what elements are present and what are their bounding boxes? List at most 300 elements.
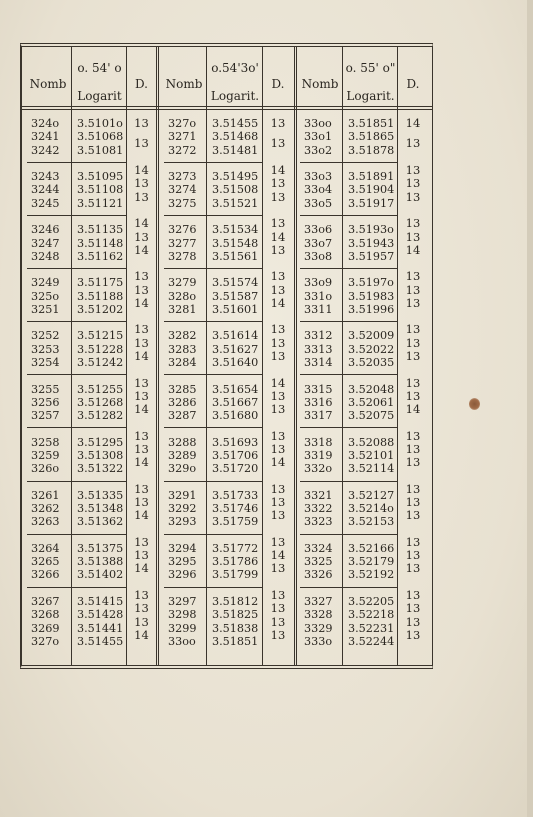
group-rule	[27, 215, 126, 216]
column-rule	[71, 47, 72, 665]
number-cell: 3324	[304, 541, 333, 555]
difference-cell: 13	[134, 495, 149, 509]
number-cell: 3315	[304, 382, 333, 396]
logarithm-cell: 3.51812	[212, 594, 259, 608]
number-cell: 3274	[168, 183, 197, 197]
number-cell: 3266	[31, 568, 60, 582]
logarithm-cell: 3.51654	[212, 382, 259, 396]
logarithm-cell: 3.51441	[77, 621, 124, 635]
difference-cell: 14	[405, 242, 421, 257]
group-rule	[164, 268, 262, 269]
number-cell: 3294	[168, 541, 197, 555]
group-rule	[164, 481, 262, 482]
logarithm-cell: 3.51733	[212, 488, 259, 502]
difference-cell: 13	[270, 189, 286, 204]
logarithm-cell: 3.51282	[77, 409, 124, 423]
logarithm-cell: 3.51322	[77, 462, 124, 476]
number-cell: 3279	[168, 276, 197, 290]
difference-cell: 13	[270, 587, 286, 602]
number-cell: 3323	[304, 515, 333, 529]
difference-cell: 13	[134, 375, 149, 390]
group-rule	[27, 321, 126, 322]
logarithm-cell: 3.51667	[212, 395, 259, 409]
difference-cell: 13	[134, 441, 149, 456]
difference-cell: 13	[405, 561, 421, 576]
logarithm-cell: 3.51295	[77, 435, 124, 449]
column-rule	[206, 47, 207, 665]
difference-cell: 13	[270, 601, 286, 616]
difference-cell: 13	[270, 402, 286, 417]
group-rule	[27, 587, 126, 588]
logarithm-cell: 3.51851	[348, 117, 395, 130]
difference-cell: 13	[405, 295, 421, 310]
difference-cell: 13	[134, 189, 149, 204]
logarithm-cell: 3.51215	[77, 329, 124, 343]
difference-cell: 13	[405, 614, 421, 629]
logarithm-cell: 3.51614	[212, 329, 259, 343]
column-rule	[397, 47, 398, 665]
number-cell: 33o2	[304, 143, 333, 157]
number-cell: 3281	[168, 302, 197, 316]
group-rule	[27, 427, 126, 428]
difference-cell: 13	[134, 176, 149, 191]
logarithm-cell: 3.51455	[77, 634, 124, 648]
difference-cell: 13	[405, 282, 421, 297]
logarithm-cell: 3.51587	[212, 289, 259, 303]
number-cell: 326o	[31, 462, 60, 476]
difference-cell: 14	[270, 455, 286, 470]
number-cell: 3241	[31, 130, 60, 144]
logarithm-cell: 3.52218	[348, 608, 395, 622]
difference-cell: 14	[134, 627, 149, 642]
number-cell: 3313	[304, 342, 333, 356]
d-header: D.	[406, 77, 420, 91]
difference-cell: 13	[134, 116, 149, 130]
number-cell: 3289	[168, 448, 197, 462]
group-rule	[164, 534, 262, 535]
logarithm-cell: 3.5214o	[348, 502, 394, 515]
group-rule	[27, 481, 126, 482]
logarithm-cell: 3.52231	[348, 621, 395, 635]
logarithm-cell: 3.51799	[212, 568, 259, 582]
difference-cell: 13	[134, 282, 149, 297]
number-cell: 3292	[168, 502, 197, 515]
difference-cell: 13	[405, 388, 421, 403]
difference-cell: 13	[270, 216, 286, 231]
group-rule	[164, 215, 262, 216]
logarithm-cell: 3.52075	[348, 409, 395, 423]
number-cell: 33o6	[304, 223, 333, 237]
number-cell: 324o	[31, 117, 60, 130]
difference-cell: 13	[270, 135, 286, 150]
number-cell: 3268	[31, 608, 60, 622]
angle-header: o.54'3o'	[211, 61, 259, 75]
number-cell: 3316	[304, 395, 333, 409]
number-cell: 327o	[168, 117, 197, 130]
number-cell: 33o9	[304, 276, 333, 290]
difference-cell: 13	[405, 135, 421, 150]
logarithm-cell: 3.51720	[212, 462, 259, 476]
number-cell: 3285	[168, 382, 197, 396]
logarithm-cell: 3.52153	[348, 515, 395, 529]
number-cell: 33o5	[304, 196, 333, 210]
d-header: D.	[134, 77, 148, 91]
logarithm-cell: 3.51548	[212, 236, 259, 250]
difference-cell: 13	[270, 335, 286, 350]
logarithm-cell: 3.51561	[212, 249, 259, 263]
number-cell: 33oo	[168, 634, 196, 648]
logarithm-cell: 3.51786	[212, 555, 259, 569]
difference-cell: 14	[270, 375, 286, 390]
difference-cell: 14	[405, 402, 421, 417]
difference-cell: 13	[270, 176, 286, 191]
logarithm-cell: 3.51348	[77, 502, 124, 515]
logarithm-cell: 3.52088	[348, 435, 395, 449]
number-cell: 3325	[304, 555, 333, 569]
number-cell: 33o4	[304, 183, 333, 197]
logarithm-cell: 3.51095	[77, 170, 124, 184]
angle-header: o. 55' o"	[345, 61, 396, 75]
logarithm-cell: 3.52192	[348, 568, 395, 582]
number-cell: 33o3	[304, 170, 333, 184]
difference-cell: 13	[405, 349, 421, 363]
number-cell: 3286	[168, 395, 197, 409]
logarithm-cell: 3.52205	[348, 594, 395, 608]
number-cell: 33oo	[304, 117, 332, 130]
difference-cell: 14	[134, 455, 149, 470]
number-cell: 3245	[31, 196, 60, 210]
logarithm-cell: 3.51228	[77, 342, 124, 356]
logarithm-cell: 3.51996	[348, 302, 395, 316]
number-cell: 3273	[168, 170, 197, 184]
number-cell: 3284	[168, 356, 197, 369]
logarithm-cell: 3.51957	[348, 249, 395, 263]
group-rule	[300, 587, 397, 588]
logarithm-cell: 3.51772	[212, 541, 259, 555]
difference-cell: 13	[270, 614, 286, 629]
number-cell: 3317	[304, 409, 333, 423]
difference-cell: 13	[405, 627, 421, 642]
difference-cell: 13	[405, 375, 421, 390]
logarithm-cell: 3.51851	[212, 634, 259, 648]
number-cell: 325o	[31, 289, 60, 303]
logarithm-cell: 3.51825	[212, 608, 259, 622]
difference-cell: 13	[405, 269, 421, 284]
logarithm-cell: 3.51402	[77, 568, 124, 582]
number-cell: 3293	[168, 515, 197, 529]
difference-cell: 13	[134, 548, 149, 563]
number-cell: 3295	[168, 555, 197, 569]
logarithm-cell: 3.52114	[348, 462, 395, 476]
number-cell: 327o	[31, 634, 60, 648]
logarit-header: Logarit.	[346, 89, 395, 103]
group-rule	[300, 215, 397, 216]
difference-cell: 14	[134, 561, 149, 576]
difference-cell: 13	[270, 561, 286, 576]
logarithm-cell: 3.52127	[348, 488, 395, 502]
number-cell: 3251	[31, 302, 60, 316]
difference-cell: 14	[270, 295, 286, 310]
difference-cell: 13	[270, 441, 286, 456]
logarithm-cell: 3.51917	[348, 196, 395, 210]
difference-cell: 13	[405, 216, 421, 231]
logarithm-cell: 3.52179	[348, 555, 395, 569]
number-cell: 333o	[304, 634, 333, 648]
difference-cell: 13	[134, 135, 149, 150]
number-cell: 3263	[31, 515, 60, 529]
logarithm-cell: 3.51255	[77, 382, 124, 396]
number-cell: 3262	[31, 502, 60, 515]
group-rule	[164, 374, 262, 375]
number-cell: 3249	[31, 276, 60, 290]
number-cell: 332o	[304, 462, 333, 476]
number-cell: 3283	[168, 342, 197, 356]
number-cell: 3329	[304, 621, 333, 635]
logarithm-cell: 3.51428	[77, 608, 124, 622]
number-cell: 3258	[31, 435, 60, 449]
number-cell: 3252	[31, 329, 60, 343]
difference-cell: 14	[134, 349, 149, 363]
logarithm-cell: 3.51148	[77, 236, 124, 250]
number-cell: 33o1	[304, 130, 333, 144]
difference-cell: 14	[134, 295, 149, 310]
logarithm-cell: 3.51891	[348, 170, 395, 184]
column-rule	[126, 47, 127, 665]
number-cell: 3257	[31, 409, 60, 423]
difference-cell: 13	[270, 508, 286, 523]
number-cell: 3259	[31, 448, 60, 462]
number-cell: 3243	[31, 170, 60, 184]
number-cell: 3319	[304, 448, 333, 462]
difference-cell: 13	[270, 627, 286, 642]
group-rule	[300, 268, 397, 269]
difference-cell: 13	[134, 481, 149, 496]
difference-cell: 13	[270, 349, 286, 363]
difference-cell: 13	[134, 229, 149, 244]
logarithm-cell: 3.52035	[348, 356, 395, 369]
logarithm-cell: 3.51904	[348, 183, 395, 197]
logarithm-cell: 3.52244	[348, 634, 395, 648]
difference-cell: 14	[270, 163, 286, 178]
number-cell: 3267	[31, 594, 60, 608]
logarithm-cell: 3.51693	[212, 435, 259, 449]
logarithm-cell: 3.51242	[77, 356, 124, 369]
logarithm-cell: 3.51640	[212, 356, 259, 369]
difference-cell: 13	[134, 388, 149, 403]
number-cell: 3264	[31, 541, 60, 555]
difference-cell: 13	[270, 388, 286, 403]
logarit-header: Logarit	[77, 89, 122, 103]
logarithm-cell: 3.51865	[348, 130, 395, 144]
difference-cell: 13	[270, 481, 286, 496]
group-rule	[164, 587, 262, 588]
group-rule	[300, 321, 397, 322]
difference-cell: 14	[270, 548, 286, 563]
number-cell: 3291	[168, 488, 197, 502]
logarithm-cell: 3.52048	[348, 382, 395, 396]
number-cell: 3296	[168, 568, 197, 582]
number-cell: 3326	[304, 568, 333, 582]
number-cell: 3253	[31, 342, 60, 356]
number-cell: 329o	[168, 462, 197, 476]
difference-cell: 13	[270, 534, 286, 549]
difference-cell: 13	[405, 322, 421, 337]
logarithm-cell: 3.51481	[212, 143, 259, 157]
number-cell: 3298	[168, 608, 197, 622]
nomb-header: Nomb	[165, 77, 203, 91]
number-cell: 3242	[31, 143, 60, 157]
logarithm-cell: 3.51415	[77, 594, 124, 608]
difference-cell: 13	[270, 322, 286, 337]
number-cell: 3288	[168, 435, 197, 449]
group-rule	[27, 268, 126, 269]
group-rule	[27, 534, 126, 535]
number-cell: 3311	[304, 302, 333, 316]
logarithm-cell: 3.51202	[77, 302, 124, 316]
logarithm-cell: 3.52166	[348, 541, 395, 555]
group-rule	[27, 162, 126, 163]
difference-cell: 14	[134, 508, 149, 523]
number-cell: 3297	[168, 594, 197, 608]
group-rule	[164, 427, 262, 428]
difference-cell: 13	[405, 428, 421, 443]
logarithm-cell: 3.51175	[77, 276, 124, 290]
group-rule	[164, 162, 262, 163]
group-rule	[300, 427, 397, 428]
number-cell: 3272	[168, 143, 197, 157]
number-cell: 3244	[31, 183, 60, 197]
logarithm-cell: 3.51878	[348, 143, 395, 157]
number-cell: 3275	[168, 196, 197, 210]
logarithm-cell: 3.51746	[212, 502, 259, 515]
logarithm-cell: 3.51601	[212, 302, 259, 316]
logarithm-cell: 3.51135	[77, 223, 124, 237]
logarithm-cell: 3.5193o	[348, 223, 394, 237]
logarithm-cell: 3.51495	[212, 170, 259, 184]
logarithm-cell: 3.5197o	[348, 276, 394, 290]
number-cell: 3271	[168, 130, 197, 144]
number-cell: 3277	[168, 236, 197, 250]
difference-cell: 13	[405, 587, 421, 602]
difference-cell: 13	[405, 229, 421, 244]
difference-cell: 13	[134, 269, 149, 284]
difference-cell: 14	[134, 242, 149, 257]
logarithm-cell: 3.5101o	[77, 117, 123, 130]
logarithm-cell: 3.51838	[212, 621, 259, 635]
group-rule	[164, 321, 262, 322]
logarithm-cell: 3.51455	[212, 117, 259, 130]
group-rule	[300, 374, 397, 375]
nomb-header: Nomb	[29, 77, 67, 91]
difference-cell: 14	[270, 229, 286, 244]
number-cell: 3321	[304, 488, 333, 502]
group-rule	[300, 481, 397, 482]
header-rule	[22, 109, 432, 110]
logarithm-cell: 3.51308	[77, 448, 124, 462]
difference-cell: 13	[405, 455, 421, 470]
logarithm-cell: 3.51943	[348, 236, 395, 250]
difference-cell: 13	[405, 189, 421, 204]
difference-cell: 14	[134, 163, 149, 178]
number-cell: 3265	[31, 555, 60, 569]
number-cell: 3322	[304, 502, 333, 515]
logarit-header: Logarit.	[210, 89, 260, 103]
difference-cell: 13	[405, 176, 421, 191]
difference-cell: 13	[134, 322, 149, 337]
difference-cell: 13	[405, 163, 421, 178]
logarithm-cell: 3.51534	[212, 223, 259, 237]
number-cell: 3255	[31, 382, 60, 396]
difference-cell: 13	[270, 269, 286, 284]
difference-cell: 13	[134, 534, 149, 549]
difference-cell: 13	[405, 495, 421, 509]
logarithm-cell: 3.51759	[212, 515, 259, 529]
number-cell: 3254	[31, 356, 60, 369]
logarithm-cell: 3.51983	[348, 289, 395, 303]
group-rule	[300, 534, 397, 535]
column-rule	[262, 47, 263, 665]
number-cell: 33o8	[304, 249, 333, 263]
difference-cell: 13	[134, 614, 149, 629]
difference-cell: 13	[134, 601, 149, 616]
logarithm-cell: 3.51508	[212, 183, 259, 197]
number-cell: 3246	[31, 223, 60, 237]
difference-cell: 13	[270, 282, 286, 297]
logarithm-cell: 3.51188	[77, 289, 124, 303]
difference-cell: 13	[270, 116, 286, 130]
logarithm-cell: 3.51706	[212, 448, 259, 462]
difference-cell: 13	[405, 601, 421, 616]
group-rule	[300, 162, 397, 163]
number-cell: 3328	[304, 608, 333, 622]
ink-stain	[469, 398, 480, 410]
number-cell: 3282	[168, 329, 197, 343]
number-cell: 3287	[168, 409, 197, 423]
difference-cell: 13	[134, 335, 149, 350]
number-cell: 3312	[304, 329, 333, 343]
logarithm-cell: 3.51108	[77, 183, 124, 197]
number-cell: 3276	[168, 223, 197, 237]
difference-cell: 13	[405, 534, 421, 549]
logarithm-cell: 3.51680	[212, 409, 259, 423]
number-cell: 3327	[304, 594, 333, 608]
difference-cell: 13	[134, 428, 149, 443]
logarithm-cell: 3.51362	[77, 515, 124, 529]
logarithm-cell: 3.51375	[77, 541, 124, 555]
angle-header: o. 54' o	[77, 61, 122, 75]
difference-cell: 13	[270, 428, 286, 443]
section-divider	[294, 47, 297, 665]
logarithm-cell: 3.51335	[77, 488, 124, 502]
logarithm-cell: 3.51627	[212, 342, 259, 356]
number-cell: 3247	[31, 236, 60, 250]
number-cell: 331o	[304, 289, 333, 303]
difference-cell: 13	[270, 242, 286, 257]
number-cell: 3299	[168, 621, 197, 635]
number-cell: 3314	[304, 356, 333, 369]
number-cell: 3261	[31, 488, 60, 502]
page-edge	[527, 0, 533, 817]
logarithm-cell: 3.52101	[348, 448, 395, 462]
logarithm-cell: 3.52022	[348, 342, 395, 356]
logarithm-cell: 3.52061	[348, 395, 395, 409]
logarithm-cell: 3.51081	[77, 143, 124, 157]
difference-cell: 13	[405, 481, 421, 496]
difference-cell: 13	[405, 508, 421, 523]
difference-cell: 13	[405, 548, 421, 563]
logarithm-cell: 3.51162	[77, 249, 124, 263]
logarithm-cell: 3.51468	[212, 130, 259, 144]
